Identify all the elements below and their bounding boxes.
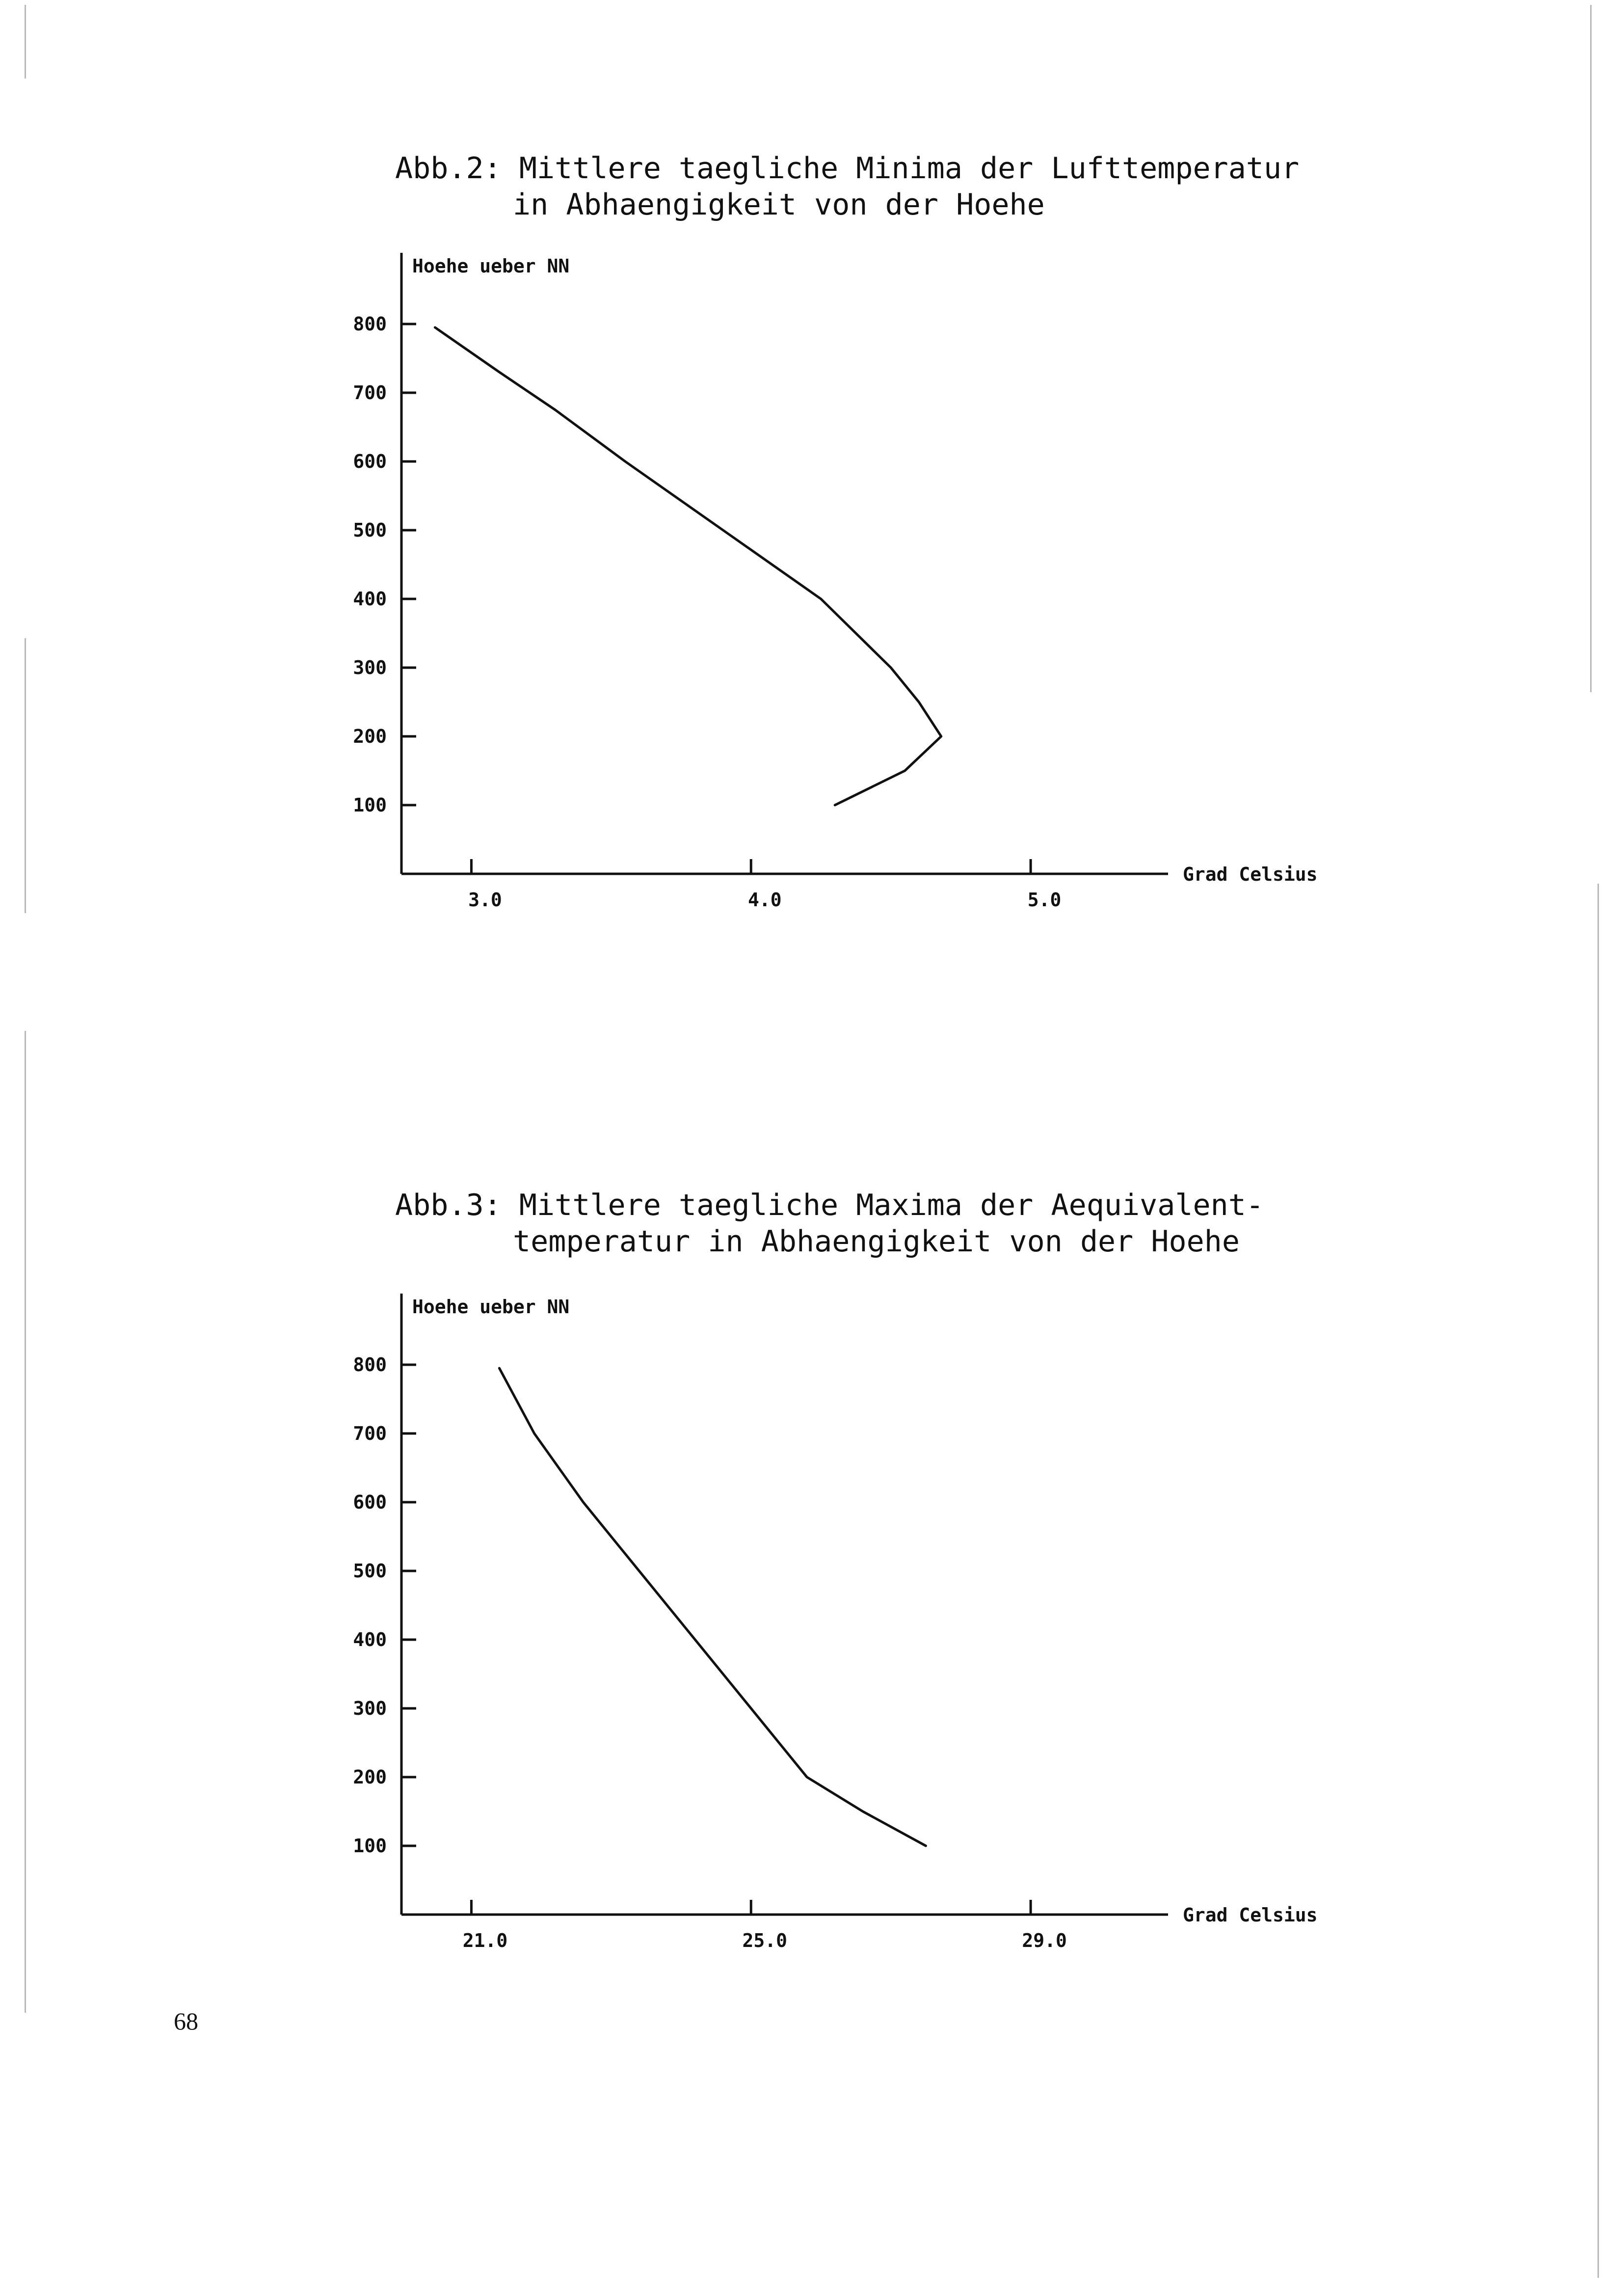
figure-3-y-tick-label: 700	[353, 1423, 387, 1444]
figure-3-title-line1: Abb.3: Mittlere taegliche Maxima der Aequivalent-	[395, 1188, 1264, 1222]
figure-3-y-tick-label: 600	[353, 1491, 387, 1513]
figure-2-title-line2: in Abhaengigkeit von der Hoehe	[513, 188, 1045, 222]
figure-3-chart	[0, 1271, 1623, 1969]
figure-2-x-tick-label: 4.0	[747, 889, 782, 911]
figure-2-y-tick-label: 500	[353, 519, 387, 541]
figure-3-x-tick-label: 25.0	[742, 1930, 788, 1951]
figure-2-chart	[0, 231, 1623, 928]
figure-3-y-tick-label: 800	[353, 1354, 387, 1376]
figure-2-x-tick-label: 3.0	[468, 889, 502, 911]
figure-2-title	[395, 150, 1299, 223]
figure-2-y-tick-label: 700	[353, 382, 387, 404]
figure-3-x-tick-label: 21.0	[462, 1930, 508, 1951]
figure-3-series-line	[499, 1368, 926, 1846]
page-number: 68	[174, 2007, 198, 2035]
figure-3-x-axis-label: Grad Celsius	[1183, 1904, 1318, 1926]
figure-3-title-line2: temperatur in Abhaengigkeit von der Hoehe	[513, 1224, 1240, 1259]
figure-2-y-tick-label: 600	[353, 451, 387, 472]
figure-2-series-line	[435, 327, 941, 805]
figure-3-y-tick-label: 300	[353, 1698, 387, 1719]
figure-2-y-tick-label: 100	[353, 794, 387, 816]
figure-3-y-tick-label: 100	[353, 1835, 387, 1857]
figure-3-y-axis-label: Hoehe ueber NN	[412, 1296, 570, 1318]
figure-2-plot	[0, 231, 1623, 928]
figure-2-y-tick-label: 200	[353, 726, 387, 747]
figure-2-y-tick-label: 300	[353, 657, 387, 678]
figure-3-y-tick-label: 400	[353, 1629, 387, 1650]
scan-edge-left-top	[25, 5, 26, 79]
figure-3-y-tick-label: 200	[353, 1766, 387, 1788]
figure-2-x-axis-label: Grad Celsius	[1183, 864, 1318, 885]
figure-2-y-axis-label: Hoehe ueber NN	[412, 255, 570, 277]
figure-2-title-line1: Abb.2: Mittlere taegliche Minima der Lufttemperatur	[395, 151, 1300, 186]
figure-3-title	[395, 1187, 1264, 1260]
figure-3-y-tick-label: 500	[353, 1560, 387, 1582]
figure-2-x-tick-label: 5.0	[1027, 889, 1062, 911]
figure-2-y-tick-label: 800	[353, 313, 387, 335]
figure-3-plot	[0, 1271, 1623, 1969]
figure-2-y-tick-label: 400	[353, 588, 387, 610]
figure-3-x-tick-label: 29.0	[1022, 1930, 1067, 1951]
